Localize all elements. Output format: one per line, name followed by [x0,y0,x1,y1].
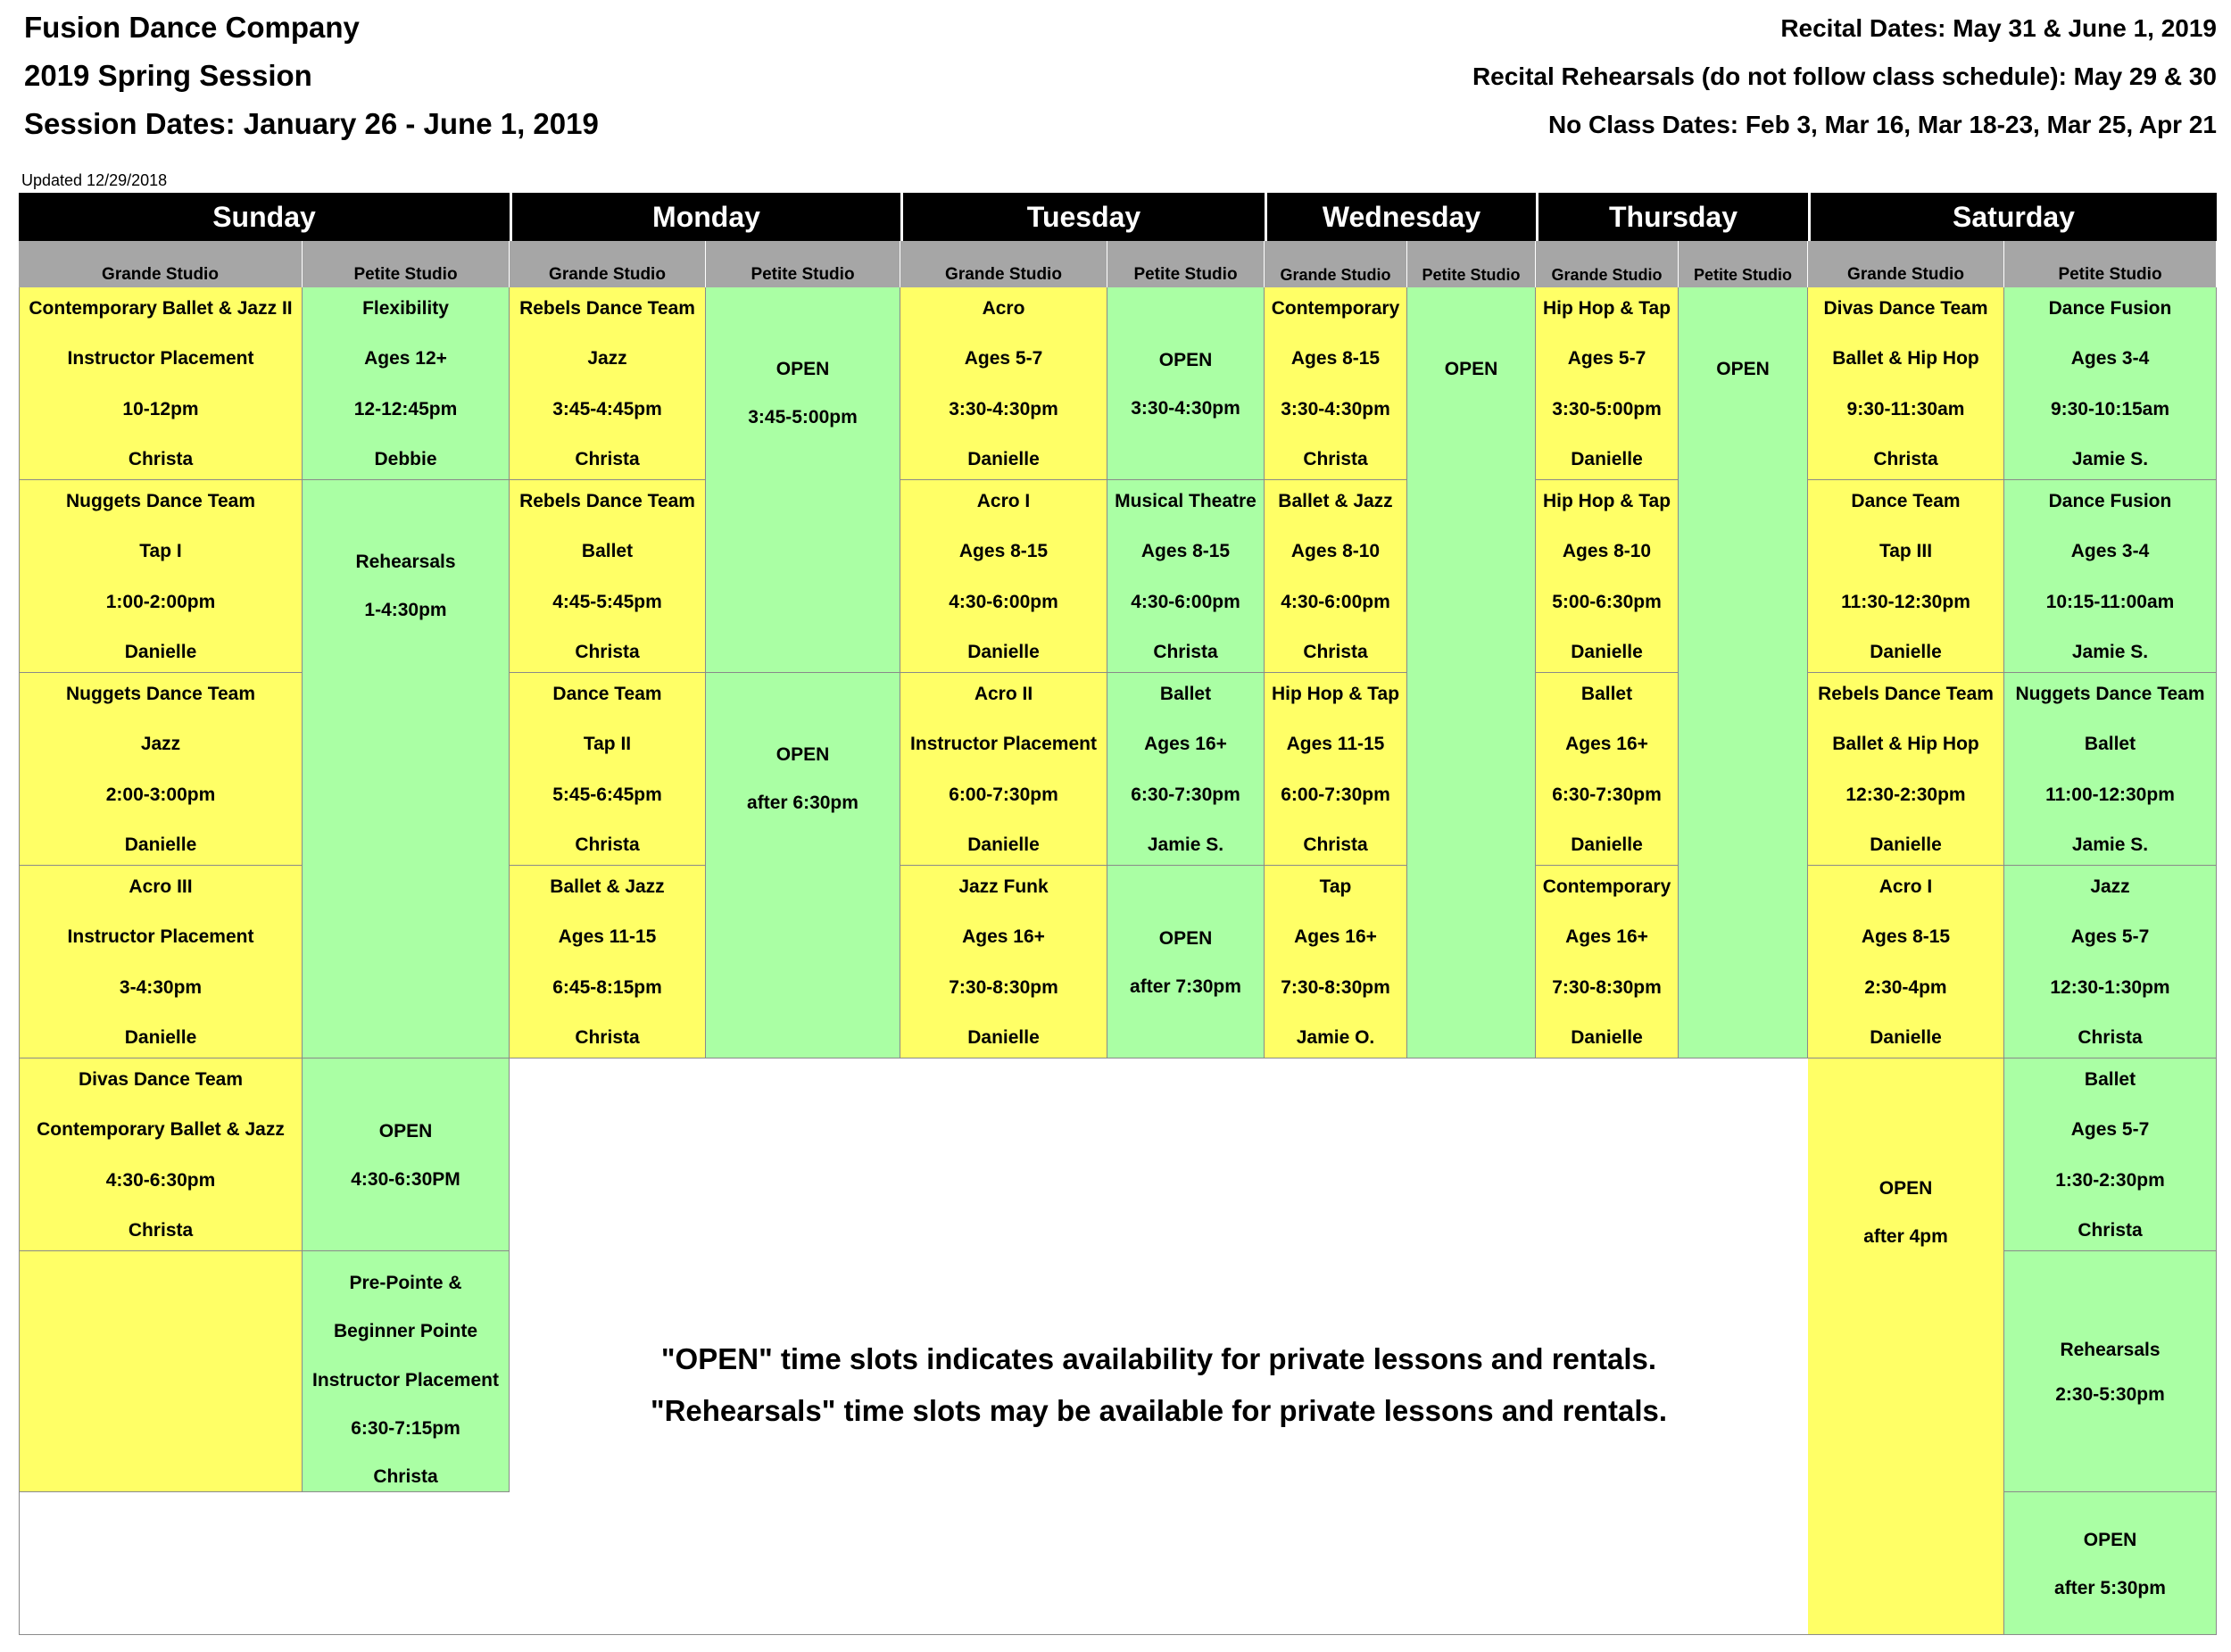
slot-line: 12:30-1:30pm [2050,976,2170,998]
slot-line: Jazz Funk [958,876,1049,897]
slot-line: 3:30-5:00pm [1552,398,1662,419]
slot-line: Ages 16+ [1144,734,1227,755]
slot-line: Christa [1303,834,1368,855]
slot-line: 2:00-3:00pm [105,784,216,805]
slot-line: 6:30-7:30pm [1552,784,1662,805]
recital-dates: Recital Dates: May 31 & June 1, 2019 [1780,14,2217,42]
slot-line: Jamie O. [1296,1026,1375,1048]
slot-line: after 6:30pm [747,793,858,813]
slot-line: Contemporary Ballet & Jazz [37,1119,285,1141]
slot-line: Christa [575,448,640,469]
slot-line: 1:30-2:30pm [2055,1169,2165,1191]
slot-line: Ages 16+ [1565,926,1648,948]
slot-line: Danielle [1571,1026,1643,1048]
slot-line: Christa [575,1026,640,1048]
studio-header-grande: Grande Studio [1536,241,1679,287]
class-slot [1265,866,1407,1058]
slot-line: Christa [1303,641,1368,662]
class-slot [1808,866,2004,1058]
slot-line: Christa [2078,1026,2143,1048]
slot-line: 4:30-6:00pm [1131,591,1240,612]
slot-line: Ages 3-4 [2070,348,2150,369]
slot-line: Contemporary Ballet & Jazz II [29,298,293,319]
class-slot [1536,673,1679,866]
slot-line: 2:30-5:30pm [2055,1383,2165,1405]
slot-line: Beginner Pointe [333,1321,478,1342]
day-header-tuesday: Tuesday [900,193,1265,241]
slot-line: Danielle [1571,834,1643,855]
studio-header-petite: Petite Studio [706,241,900,287]
class-slot [900,673,1107,866]
slot-line: 1-4:30pm [364,600,447,620]
slot-line: Ballet & Hip Hop [1832,348,1979,369]
slot-line: Dance Team [1851,491,1961,511]
slot-line: Jamie S. [2071,641,2149,662]
slot-line: Hip Hop & Tap [1542,298,1671,319]
slot-line: Flexibility [362,298,449,319]
class-slot [1808,287,2004,480]
notes-area [510,1058,1808,1635]
slot-line: 9:30-10:15am [2050,398,2170,419]
slot-line: 6:00-7:30pm [1281,784,1390,805]
class-slot [303,1251,510,1492]
slot-line: Christa [128,1219,194,1241]
slot-line: Danielle [967,448,1040,469]
slot-line: after 7:30pm [1130,975,1241,997]
slot-line: Nuggets Dance Team [2015,684,2205,704]
recital-rehearsal-dates: Recital Rehearsals (do not follow class schedule): May 29 & 30 [1472,62,2217,90]
class-slot [1265,287,1407,480]
slot-line: Rebels Dance Team [1818,684,1994,704]
slot-line: Ages 8-15 [1140,541,1231,562]
slot-line: Instructor Placement [910,734,1097,755]
class-slot [2004,287,2217,480]
slot-line: 12-12:45pm [353,398,458,419]
slot-line: Ballet & Hip Hop [1832,734,1979,755]
slot-line: Hip Hop & Tap [1271,684,1400,704]
slot-line: Danielle [124,1026,197,1048]
slot-line: Ballet [2084,734,2136,755]
open-slot [2004,1492,2217,1635]
slot-line: Christa [373,1466,438,1487]
slot-line: Dance Fusion [2048,298,2172,319]
empty-area [19,1492,510,1635]
session-dates: Session Dates: January 26 - June 1, 2019 [24,107,599,140]
slot-line: Rehearsals [2060,1339,2161,1360]
slot-line: Instructor Placement [67,926,254,948]
slot-line: Acro [982,298,1025,319]
class-slot [900,287,1107,480]
session-name: 2019 Spring Session [24,59,312,92]
slot-line: 6:30-7:30pm [1131,784,1240,805]
slot-line: 6:00-7:30pm [949,784,1058,805]
slot-line: Pre-Pointe & [349,1273,462,1293]
slot-line: Christa [1153,641,1218,662]
slot-line: Ages 16+ [1565,734,1648,755]
slot-line: OPEN [1158,927,1213,949]
company-name: Fusion Dance Company [24,11,360,44]
open-slot [1107,287,1265,480]
studio-header-grande: Grande Studio [900,241,1107,287]
slot-line: 3:30-4:30pm [949,398,1058,419]
updated-date: Updated 12/29/2018 [21,171,168,189]
open-slot [1107,866,1265,1058]
slot-line: Dance Team [552,684,662,704]
class-slot [19,287,303,480]
slot-line: Ballet [2084,1069,2136,1090]
slot-line: Danielle [967,641,1040,662]
slot-line: OPEN [378,1120,433,1141]
class-slot [19,866,303,1058]
class-slot [303,287,510,480]
rehearsal-slot [2004,1251,2217,1492]
rehearsal-note: "Rehearsals" time slots may be available for private lessons and rentals. [650,1394,1668,1427]
slot-line: Ages 5-7 [2070,926,2150,948]
open-slot [706,673,900,1058]
class-slot [1808,673,2004,866]
slot-line: Jamie S. [2071,448,2149,469]
rehearsal-slot [303,480,510,1058]
class-slot [19,1058,303,1251]
slot-line: Jamie S. [2071,834,2149,855]
slot-line: Ages 5-7 [2070,1119,2150,1141]
slot-line: OPEN [2083,1529,2137,1550]
slot-line: Ages 8-10 [1562,541,1652,562]
slot-line: 12:30-2:30pm [1845,784,1966,805]
open-slot [303,1058,510,1251]
slot-line: Jazz [2090,876,2130,897]
class-slot [510,287,706,480]
schedule-header [0,0,2231,192]
slot-line: OPEN [1158,349,1213,370]
slot-line: OPEN [775,359,830,379]
slot-line: Ages 11-15 [558,926,657,948]
studio-header-petite: Petite Studio [1107,241,1265,287]
slot-line: 3-4:30pm [119,976,203,998]
slot-line: Danielle [1870,834,1942,855]
slot-line: Contemporary [1271,298,1400,319]
empty-slot [19,1251,303,1492]
slot-line: Nuggets Dance Team [66,491,255,511]
slot-line: Danielle [1870,641,1942,662]
slot-line: Hip Hop & Tap [1542,491,1671,511]
open-note: "OPEN" time slots indicates availability for private lessons and rentals. [660,1342,1657,1375]
slot-line: 4:30-6:00pm [949,591,1058,612]
studio-header-petite: Petite Studio [2004,241,2217,287]
slot-line: 7:30-8:30pm [949,976,1058,998]
slot-line: OPEN [1716,359,1770,379]
studio-header-grande: Grande Studio [1265,241,1407,287]
slot-line: Ages 11-15 [1286,734,1385,755]
studio-header-petite: Petite Studio [1407,241,1536,287]
class-slot [2004,866,2217,1058]
slot-line: 4:45-5:45pm [552,591,662,612]
slot-line: Instructor Placement [67,348,254,369]
slot-line: Danielle [1870,1026,1942,1048]
slot-line: Ages 5-7 [964,348,1043,369]
day-header-sunday: Sunday [19,193,510,241]
slot-line: Danielle [1571,641,1643,662]
open-slot [1808,1058,2004,1635]
slot-line: Ages 8-15 [1861,926,1951,948]
slot-line: 7:30-8:30pm [1281,976,1390,998]
slot-line: Danielle [1571,448,1643,469]
slot-line: Tap III [1879,541,1933,562]
slot-line: Acro I [976,491,1031,511]
slot-line: Danielle [124,641,197,662]
class-slot [510,866,706,1058]
slot-line: Danielle [967,834,1040,855]
slot-line: 10:15-11:00am [2045,591,2175,612]
slot-line: Tap II [583,734,632,755]
slot-line: Tap [1319,876,1352,897]
slot-line: Ages 8-10 [1290,541,1381,562]
no-class-dates: No Class Dates: Feb 3, Mar 16, Mar 18-23, Mar 25, Apr 21 [1547,111,2217,138]
slot-line: 9:30-11:30am [1846,398,1965,419]
slot-line: Tap I [139,541,182,562]
class-slot [900,480,1107,673]
slot-line: 5:00-6:30pm [1552,591,1662,612]
slot-line: Ballet [1159,684,1212,704]
open-slot [706,287,900,673]
open-slot [1679,287,1808,1058]
slot-line: 3:45-4:45pm [552,398,662,419]
slot-line: Divas Dance Team [1823,298,1988,319]
slot-line: Acro II [974,684,1033,704]
slot-line: Danielle [967,1026,1040,1048]
class-slot [510,673,706,866]
slot-line: Musical Theatre [1115,491,1256,511]
class-slot [1107,480,1265,673]
class-slot [1808,480,2004,673]
class-slot [1265,673,1407,866]
slot-line: 4:30-6:00pm [1281,591,1390,612]
studio-header-grande: Grande Studio [1808,241,2004,287]
class-slot [1107,673,1265,866]
slot-line: Debbie [374,448,437,469]
class-slot [19,480,303,673]
slot-line: 4:30-6:30PM [351,1168,460,1190]
slot-line: Acro I [1879,876,1933,897]
slot-line: 3:45-5:00pm [748,407,858,428]
slot-line: 7:30-8:30pm [1552,976,1662,998]
day-header-wednesday: Wednesday [1265,193,1536,241]
slot-line: Nuggets Dance Team [66,684,255,704]
slot-line: 5:45-6:45pm [552,784,662,805]
slot-line: Jamie S. [1147,834,1224,855]
slot-line: 11:00-12:30pm [2045,784,2175,805]
slot-line: Jazz [140,734,181,755]
slot-line: Ages 8-15 [958,541,1049,562]
slot-line: Contemporary [1542,876,1671,897]
slot-line: Ages 12+ [364,348,447,369]
studio-header-grande: Grande Studio [19,241,303,287]
studio-header-petite: Petite Studio [303,241,510,287]
slot-line: Christa [575,834,640,855]
slot-line: OPEN [1879,1178,1933,1199]
slot-line: Ballet [1580,684,1633,704]
slot-line: OPEN [775,744,830,765]
slot-line: Acro III [129,876,193,897]
slot-line: Rebels Dance Team [519,298,695,319]
day-header-thursday: Thursday [1536,193,1808,241]
studio-header-petite: Petite Studio [1679,241,1808,287]
slot-line: Divas Dance Team [78,1069,244,1090]
slot-line: Ballet & Jazz [1278,491,1393,511]
class-slot [900,866,1107,1058]
slot-line: Dance Fusion [2048,491,2172,511]
open-slot [1407,287,1536,1058]
class-slot [2004,480,2217,673]
slot-line: Ages 16+ [962,926,1045,948]
slot-line: 10-12pm [122,398,199,419]
slot-line: 3:30-4:30pm [1281,398,1390,419]
schedule-grid [19,193,2217,1635]
slot-line: Christa [575,641,640,662]
slot-line: Christa [1873,448,1938,469]
slot-line: Danielle [124,834,197,855]
slot-line: OPEN [1444,359,1498,379]
slot-line: after 4pm [1863,1226,1948,1247]
slot-line: Instructor Placement [312,1369,499,1391]
slot-line: Rehearsals [355,552,456,572]
slot-line: 6:45-8:15pm [552,976,662,998]
slot-line: Ages 3-4 [2070,541,2150,562]
studio-header-grande: Grande Studio [510,241,706,287]
slot-line: 11:30-12:30pm [1841,591,1970,612]
slot-line: Ages 16+ [1294,926,1377,948]
slot-line: 2:30-4pm [1864,976,1947,998]
class-slot [1536,287,1679,480]
slot-line: 6:30-7:15pm [351,1417,460,1439]
class-slot [2004,673,2217,866]
slot-line: Christa [1303,448,1368,469]
class-slot [2004,1058,2217,1251]
slot-line: Ballet [581,541,634,562]
slot-line: Rebels Dance Team [519,491,695,511]
slot-line: Christa [2078,1219,2143,1241]
slot-line: 1:00-2:00pm [105,591,216,612]
class-slot [510,480,706,673]
class-slot [1536,866,1679,1058]
day-header-saturday: Saturday [1808,193,2217,241]
slot-line: Ages 8-15 [1290,348,1381,369]
slot-line: Ages 5-7 [1567,348,1646,369]
slot-line: 4:30-6:30pm [105,1169,216,1191]
slot-line: Christa [128,448,194,469]
day-header-monday: Monday [510,193,900,241]
class-slot [1265,480,1407,673]
slot-line: after 5:30pm [2054,1577,2166,1598]
slot-line: Jazz [587,348,627,369]
slot-line: Ballet & Jazz [550,876,665,897]
slot-line: 3:30-4:30pm [1131,397,1240,419]
class-slot [1536,480,1679,673]
class-slot [19,673,303,866]
